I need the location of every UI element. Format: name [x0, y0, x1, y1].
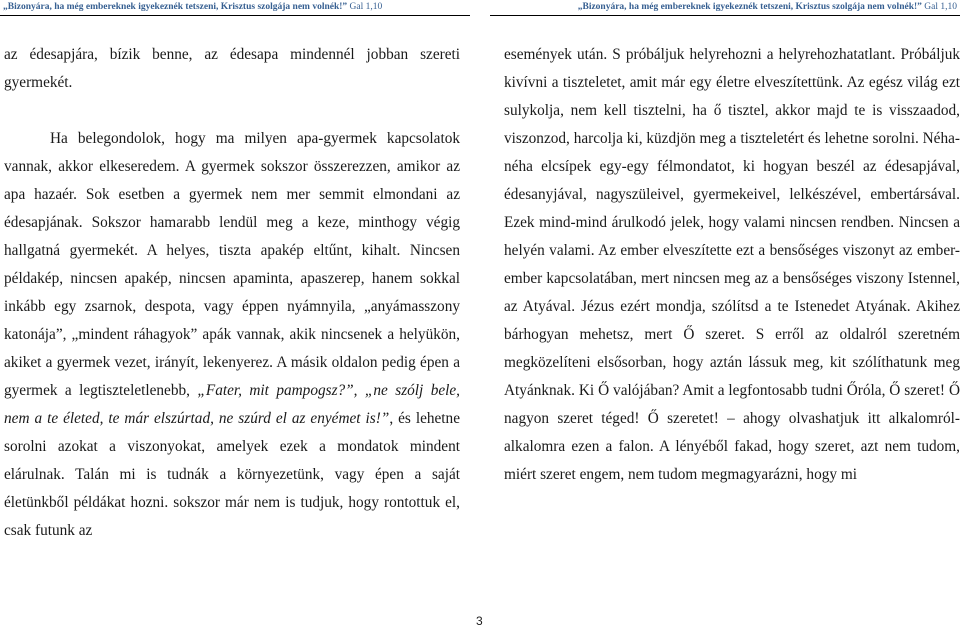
header-title: „Bizonyára, ha még embereknek igyekeznék tetszeni, Krisztus szolgája nem volnék!”: [577, 2, 922, 12]
running-header-left: [3, 2, 382, 12]
paragraph: [4, 125, 460, 545]
header-reference: Gal 1,10: [924, 2, 957, 12]
paragraph: események után. S próbáljuk helyrehozni a helyrehozhatatlant. Próbáljuk kivívni a tiszteletet, amit már egy életre elveszítettünk. Az egész világ ezt sulykolja, nem kell tisztelni, ha ő tisztel, akkor majd te is visszaadod, viszonzod, harcolja ki, küzdjön meg a tiszteletért és lehetne sorolni. Néha-néha elcsípek egy-egy félmondatot, ki hogyan beszél az édesapjával, édesanyjával, nagyszüleivel, gyermekeivel, lelkészével, embertársával. Ezek mind-mind árulkodó jelek, hogy valami nincsen rendben. Nincsen a helyén valami. Az ember elveszítette ezt a bensőséges viszonyt az ember-ember kapcsolatában, mert nincsen meg az a bensőséges viszony Istennel, az Atyával. Jézus ezért mondja, szólítsd a te Istenedet Atyának. Akihez bárhogyan mehetsz, mert Ő szeret. S erről az oldalról szeretném megközelíteni elsősorban, hogy aztán lássuk meg, kit szólíthatunk meg Atyánknak. Ki Ő valójában? Amit a legfontosabb tudni Őróla, Ő szeret! Ő nagyon szeret téged! Ő szeretet! – ahogy olvashatjuk itt alkalomról-alkalomra ezen a falon. A lényéből fakad, hogy szeret, azt nem tudom, miért szeret engem, nem tudom megmagyarázni, hogy mi: [504, 46, 960, 483]
text-run: Ha belegondolok, hogy ma milyen apa-gyermek kapcsolatok vannak, akkor elkeseredem. A gyermek sokszor összerezzen, amikor az apa hazaér. Sok esetben a gyermek nem mer semmit elmondani az édesapjának. Sokszor hamarabb lendül meg a keze, minthogy végig hallgatná gyermekét. A helyes, tiszta apakép eltűnt, kihalt. Nincsen példakép, nincsen apakép, nincsen apaminta, apaszerep, hanem sokkal inkább egy zsarnok, despota, vagy éppen nyámnyila, „anyámasszony katonája”, „mindent ráhagyok” apák vannak, akik nincsenek a helyükön, akiket a gyermek vezet, irányít, lekenyerez. A másik oldalon pedig épen a gyermek a legtiszteletlenebb,: [4, 130, 460, 399]
header-rule-left: [0, 15, 470, 16]
header-reference: Gal 1,10: [349, 2, 383, 12]
running-header-right: [578, 2, 957, 12]
page-number: 3: [476, 614, 483, 628]
quoted-text: „Fater, mit pampogsz?”, „ne szólj bele, nem a te életed, te már elszúrtad, ne szúrd el az enyémet is!”: [4, 382, 460, 427]
header-rule-right: [490, 15, 960, 16]
paragraph: az édesapjára, bízik benne, az édesapa mindennél jobban szereti gyermekét.: [4, 46, 460, 91]
header-title: „Bizonyára, ha még embereknek igyekeznék tetszeni, Krisztus szolgája nem volnék!”: [3, 2, 348, 12]
left-column: [4, 41, 460, 545]
right-column: [504, 41, 960, 489]
text-run: , és lehetne sorolni azokat a viszonyokat, amelyek ezek a mondatok mindent elárulnak. Talán mi is tudnák a környezetünk, vagy épen a saját életünkből példákat hozni. sokszor már nem is tudjuk, hogy rontottuk el, csak futunk az: [4, 410, 460, 539]
